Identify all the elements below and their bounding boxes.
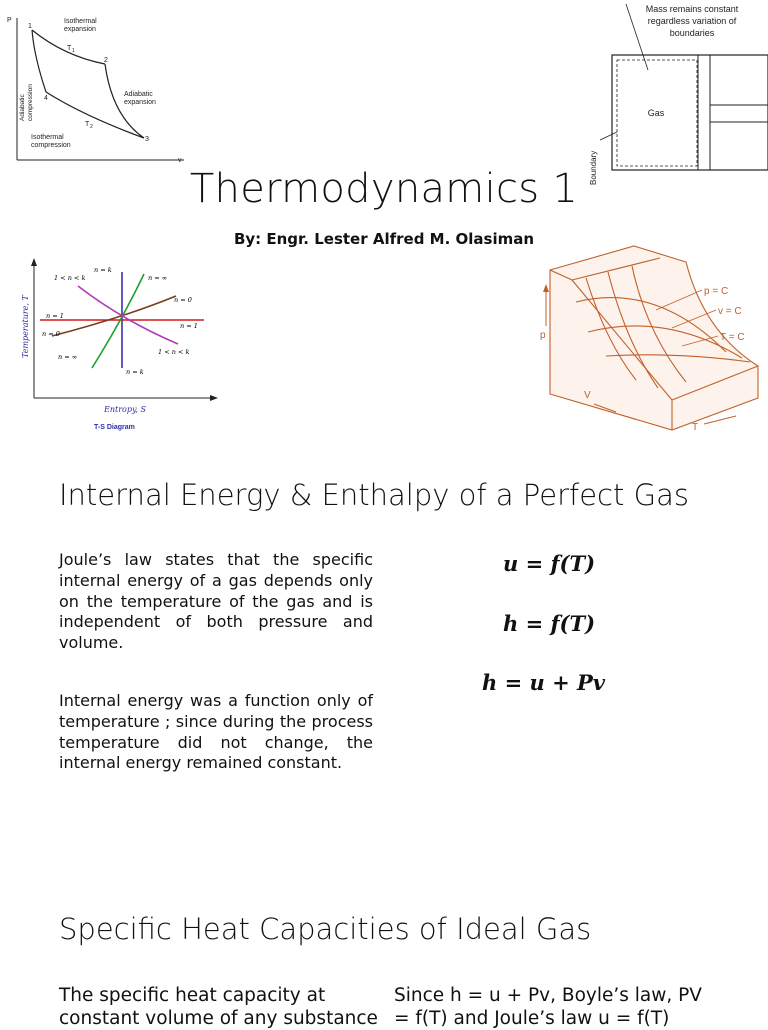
note-line-3: boundaries [669, 28, 715, 38]
cylinder-outline [612, 55, 768, 170]
boundary-label: Boundary [589, 150, 598, 185]
line-n-infinity [92, 274, 144, 368]
p-arrow-head [543, 284, 549, 292]
slide-1-author: By: Engr. Lester Alfred M. Olasiman [233, 230, 535, 248]
point-4-label: 4 [44, 95, 48, 102]
note-line-1: Mass remains constant [645, 4, 739, 14]
label-n0-left: n = 0 [42, 330, 60, 338]
p-axis-label: p [540, 330, 546, 341]
label-n-k-bottom: n = k [126, 368, 144, 376]
label-n-inf-top: n = ∞ [148, 274, 168, 282]
isothermal-compression-label-2: compression [31, 142, 71, 149]
gas-boundary-diagram [584, 0, 768, 190]
t-arrow [704, 416, 736, 424]
adiabatic-expansion-label-2: expansion [124, 99, 156, 106]
ts-xlabel: Entropy, S [104, 405, 146, 414]
t2-subscript: 2 [90, 124, 93, 130]
joules-law-text: states that the specific internal energy of a gas depends only on the temperature of the gas and is independent of both pressure and volume. [59, 550, 374, 653]
boundary-pointer [600, 132, 617, 140]
slide-2-title: Internal Energy & Enthalpy of a Perfect Gas [59, 478, 689, 512]
axis-v-label: v [178, 157, 182, 164]
isothermal-expansion-label-2: expansion [64, 26, 96, 33]
internal-energy-term: Internal energy [59, 691, 184, 710]
label-n1-right: n = 1 [180, 322, 198, 330]
label-n-inf-bottom: n = ∞ [58, 353, 78, 361]
t1-subscript: 1 [72, 48, 75, 54]
equation-h: h = f(T) [503, 611, 596, 636]
internal-energy-text: was a function only of temperature ; since during the process temperature did not change, the internal energy remained constant. [59, 691, 373, 773]
ts-caption: T-S Diagram [94, 424, 135, 431]
axis-p-label: P [7, 17, 12, 24]
pvt-surface-diagram [536, 232, 768, 438]
isothermal-compression-label-1: Isothermal [31, 134, 64, 141]
point-2-label: 2 [104, 57, 108, 64]
internal-energy-paragraph [59, 691, 373, 774]
note-line-2: regardless variation of [647, 16, 737, 26]
label-1nk-bottom: 1 < n < k [158, 348, 190, 356]
p-const-label: p = C [704, 286, 729, 297]
isothermal-expansion-label-1: Isothermal [64, 18, 97, 25]
t-const-label: T = C [720, 332, 745, 343]
s-axis-arrow [210, 395, 218, 401]
piston [698, 55, 710, 170]
adiabatic-expansion-label-1: Adiabatic [124, 91, 153, 98]
t-axis-label: T [692, 422, 699, 433]
specific-heat-left-text: The specific heat capacity at constant volume of any substance [59, 985, 378, 1029]
pv-cycle-diagram [4, 6, 190, 166]
t-axis-arrow [31, 258, 37, 266]
equation-u: u = f(T) [503, 551, 596, 576]
t1-label: T [67, 45, 72, 52]
ts-diagram [18, 258, 224, 438]
adiabatic-compression-label-2: compression [27, 84, 34, 121]
label-1nk-top: 1 < n < k [54, 274, 86, 282]
v-const-label: v = C [718, 306, 742, 317]
ts-ylabel: Temperature, T [21, 295, 30, 358]
gas-label: Gas [647, 108, 665, 118]
equation-enthalpy: h = u + Pv [482, 670, 605, 695]
v-axis-label: V [584, 390, 591, 401]
specific-heat-right-text: Since h = u + Pv, Boyle’s law, PV = f(T) and Joule’s law u = f(T) [394, 985, 702, 1029]
adiabatic-compression-label-1: Adiabatic [19, 94, 26, 121]
t2-label: T [85, 121, 90, 128]
label-n-k-top: n = k [94, 266, 112, 274]
label-n1-left: n = 1 [46, 312, 64, 320]
joules-law-paragraph [59, 550, 373, 654]
label-n0-right: n = 0 [174, 296, 192, 304]
slide-3-title: Specific Heat Capacities of Ideal Gas [59, 912, 592, 946]
line-1-n-k [78, 286, 178, 344]
point-3-label: 3 [145, 136, 149, 143]
joules-law-term: Joule’s law [59, 550, 152, 569]
slide-1-title: Thermodynamics 1 [189, 166, 579, 212]
point-1-label: 1 [28, 23, 32, 30]
